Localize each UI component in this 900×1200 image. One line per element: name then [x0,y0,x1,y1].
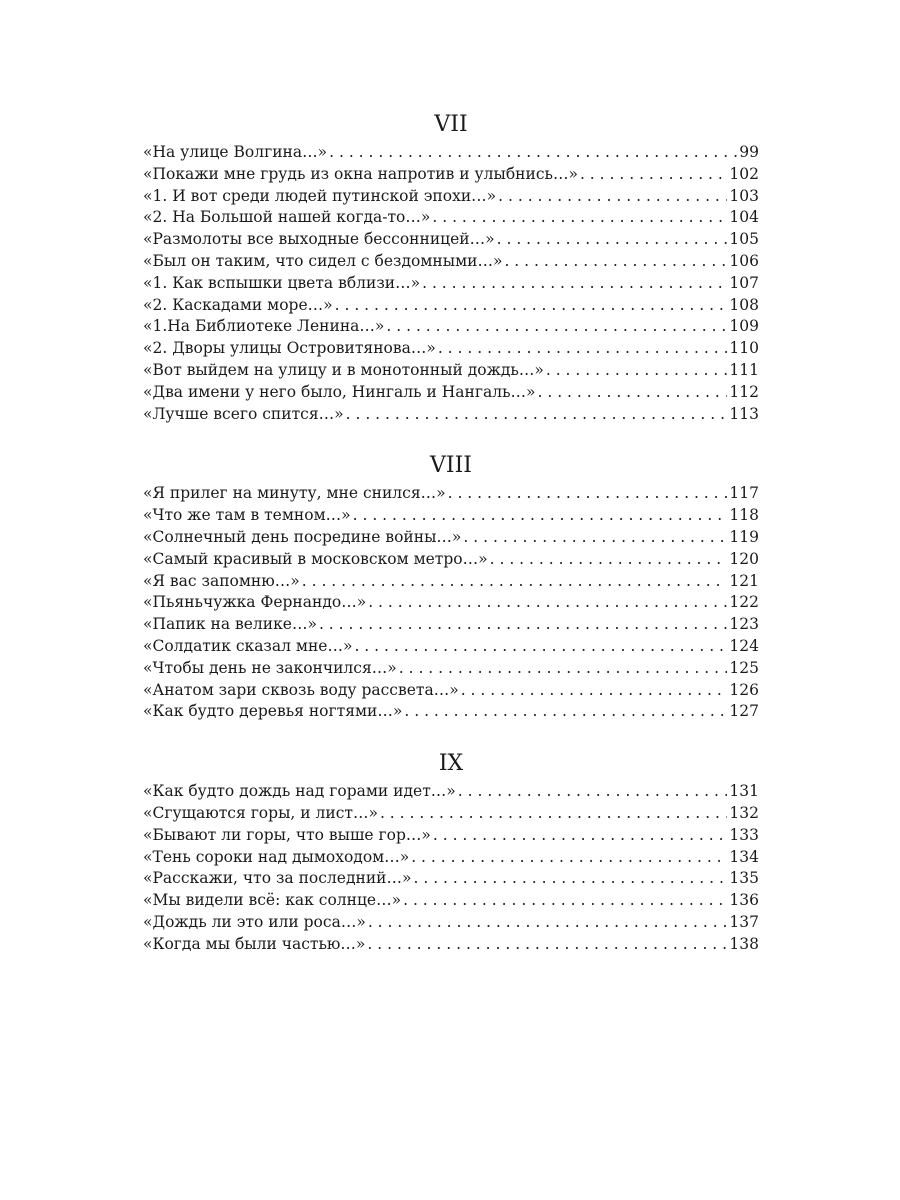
entry-page-number: 131 [729,782,759,801]
toc-entry [143,207,759,229]
entry-title: «Я вас запомню…» [143,571,300,590]
dot-leader [368,592,727,614]
dot-leader [448,483,728,505]
entry-title: «Тень сороки над дымоходом…» [143,847,410,866]
toc-entry [143,825,759,847]
entry-page-number: 108 [729,295,759,314]
dot-leader [413,868,727,890]
toc-entry [143,614,759,636]
table-of-contents [143,110,759,982]
entry-page-number: 120 [729,549,759,568]
entry-page-number: 107 [729,273,759,292]
toc-entry [143,680,759,702]
entry-title: «Как будто дождь над горами идет…» [143,782,456,801]
entry-page-number: 103 [729,186,759,205]
entry-title: «Папик на велике…» [143,615,317,634]
dot-leader [461,680,728,702]
toc-entry [143,142,759,164]
dot-leader [498,186,727,208]
dot-leader [353,505,728,527]
entry-page-number: 118 [729,506,759,525]
entry-page-number: 132 [729,803,759,822]
toc-entry [143,229,759,251]
section-title: VIII [430,453,472,479]
entry-page-number: 123 [729,615,759,634]
dot-leader [399,658,728,680]
entry-title: «Солдатик сказал мне…» [143,636,353,655]
toc-entry [143,571,759,593]
toc-entry [143,483,759,505]
entry-page-number: 119 [729,527,759,546]
entry-page-number: 136 [729,891,759,910]
entry-title: «Вот выйдем на улицу и в монотонный дождь…» [143,360,544,379]
toc-entry [143,868,759,890]
entry-title: «Расскажи, что за последний…» [143,869,412,888]
toc-entry [143,338,759,360]
toc-entry [143,505,759,527]
toc-entry [143,360,759,382]
dot-leader [538,382,728,404]
entry-title: «Я прилег на минуту, мне снился…» [143,484,446,503]
dot-leader [433,825,728,847]
entry-page-number: 127 [729,702,759,721]
entry-title: «Лучше всего спится…» [143,404,344,423]
toc-entry [143,295,759,317]
toc-entry [143,273,759,295]
dot-leader [329,142,737,164]
entry-title: «Когда мы были частью…» [143,934,366,953]
entry-title: «1.На Библиотеке Ленина…» [143,317,385,336]
entry-page-number: 112 [729,382,759,401]
entry-page-number: 111 [729,360,759,379]
entry-list [143,142,759,425]
entry-title: «Дождь ли это или роса…» [143,912,366,931]
toc-section-ix [143,749,759,955]
entry-title: «2. Дворы улицы Островитянова…» [143,339,436,358]
entry-page-number: 121 [729,571,759,590]
entry-list [143,483,759,723]
dot-leader [368,912,728,934]
toc-entry [143,251,759,273]
toc-entry [143,701,759,723]
entry-page-number: 99 [739,143,759,161]
entry-title: «2. Каскадами море…» [143,295,333,314]
dot-leader [367,934,727,956]
toc-section-viii [143,451,759,723]
entry-title: «Покажи мне грудь из окна напротив и улыбнись…» [143,164,578,183]
dot-leader [354,636,727,658]
dot-leader [302,571,728,593]
entry-title: «Сгущаются горы, и лист…» [143,803,378,822]
section-title: IX [438,751,464,777]
dot-leader [346,404,728,426]
entry-title: «Два имени у него было, Нингаль и Нангаль…» [143,382,536,401]
dot-leader [458,781,728,803]
entry-title: «Солнечный день посредине войны…» [143,527,462,546]
toc-entry [143,316,759,338]
toc-entry [143,781,759,803]
entry-title: «Самый красивый в московском метро…» [143,549,488,568]
dot-leader [490,549,728,571]
dot-leader [546,360,728,382]
entry-page-number: 138 [729,934,759,953]
entry-title: «На улице Волгина…» [143,143,328,161]
entry-page-number: 113 [729,404,759,423]
entry-page-number: 110 [729,339,759,358]
dot-leader [319,614,727,636]
dot-leader [497,229,728,251]
entry-list [143,781,759,955]
toc-entry [143,186,759,208]
entry-title: «Чтобы день не закончился…» [143,658,397,677]
entry-page-number: 125 [729,658,759,677]
dot-leader [438,338,728,360]
dot-leader [422,273,727,295]
entry-title: «Анатом зари сквозь воду рассвета…» [143,680,459,699]
toc-entry [143,549,759,571]
entry-title: «Мы видели всё: как солнце…» [143,891,402,910]
entry-page-number: 106 [729,251,759,270]
dot-leader [580,164,727,186]
entry-page-number: 126 [729,680,759,699]
entry-page-number: 135 [729,869,759,888]
entry-title: «2. На Большой нашей когда-то…» [143,208,431,227]
dot-leader [411,847,727,869]
toc-entry [143,527,759,549]
entry-title: «Бывают ли горы, что выше гор…» [143,825,431,844]
toc-entry [143,636,759,658]
entry-title: «Был он таким, что сидел с бездомными…» [143,251,503,270]
entry-title: «Как будто деревья ногтями…» [143,702,403,721]
toc-entry [143,592,759,614]
entry-page-number: 134 [729,847,759,866]
toc-entry [143,912,759,934]
dot-leader [432,207,727,229]
entry-page-number: 105 [729,230,759,249]
toc-entry [143,404,759,426]
dot-leader [404,701,727,723]
dot-leader [504,251,727,273]
dot-leader [403,890,727,912]
entry-page-number: 117 [729,484,759,503]
toc-entry [143,847,759,869]
dot-leader [380,803,727,825]
dot-leader [335,295,728,317]
dot-leader [386,316,727,338]
toc-entry [143,803,759,825]
entry-page-number: 124 [729,636,759,655]
toc-section-vii [143,110,759,425]
entry-page-number: 137 [729,912,759,931]
dot-leader [463,527,727,549]
entry-page-number: 133 [729,825,759,844]
entry-title: «1. И вот среди людей путинской эпохи…» [143,186,497,205]
entry-page-number: 102 [729,164,759,183]
entry-title: «Пьяньчужка Фернандо…» [143,593,367,612]
entry-title: «1. Как вспышки цвета вблизи…» [143,273,421,292]
entry-page-number: 104 [729,208,759,227]
section-title: VII [434,112,468,137]
toc-entry [143,934,759,956]
toc-entry [143,658,759,680]
entry-page-number: 109 [729,317,759,336]
entry-page-number: 122 [729,593,759,612]
toc-entry [143,164,759,186]
entry-title: «Что же там в темном…» [143,506,351,525]
toc-entry [143,890,759,912]
toc-entry [143,382,759,404]
entry-title: «Размолоты все выходные бессонницей…» [143,230,495,249]
